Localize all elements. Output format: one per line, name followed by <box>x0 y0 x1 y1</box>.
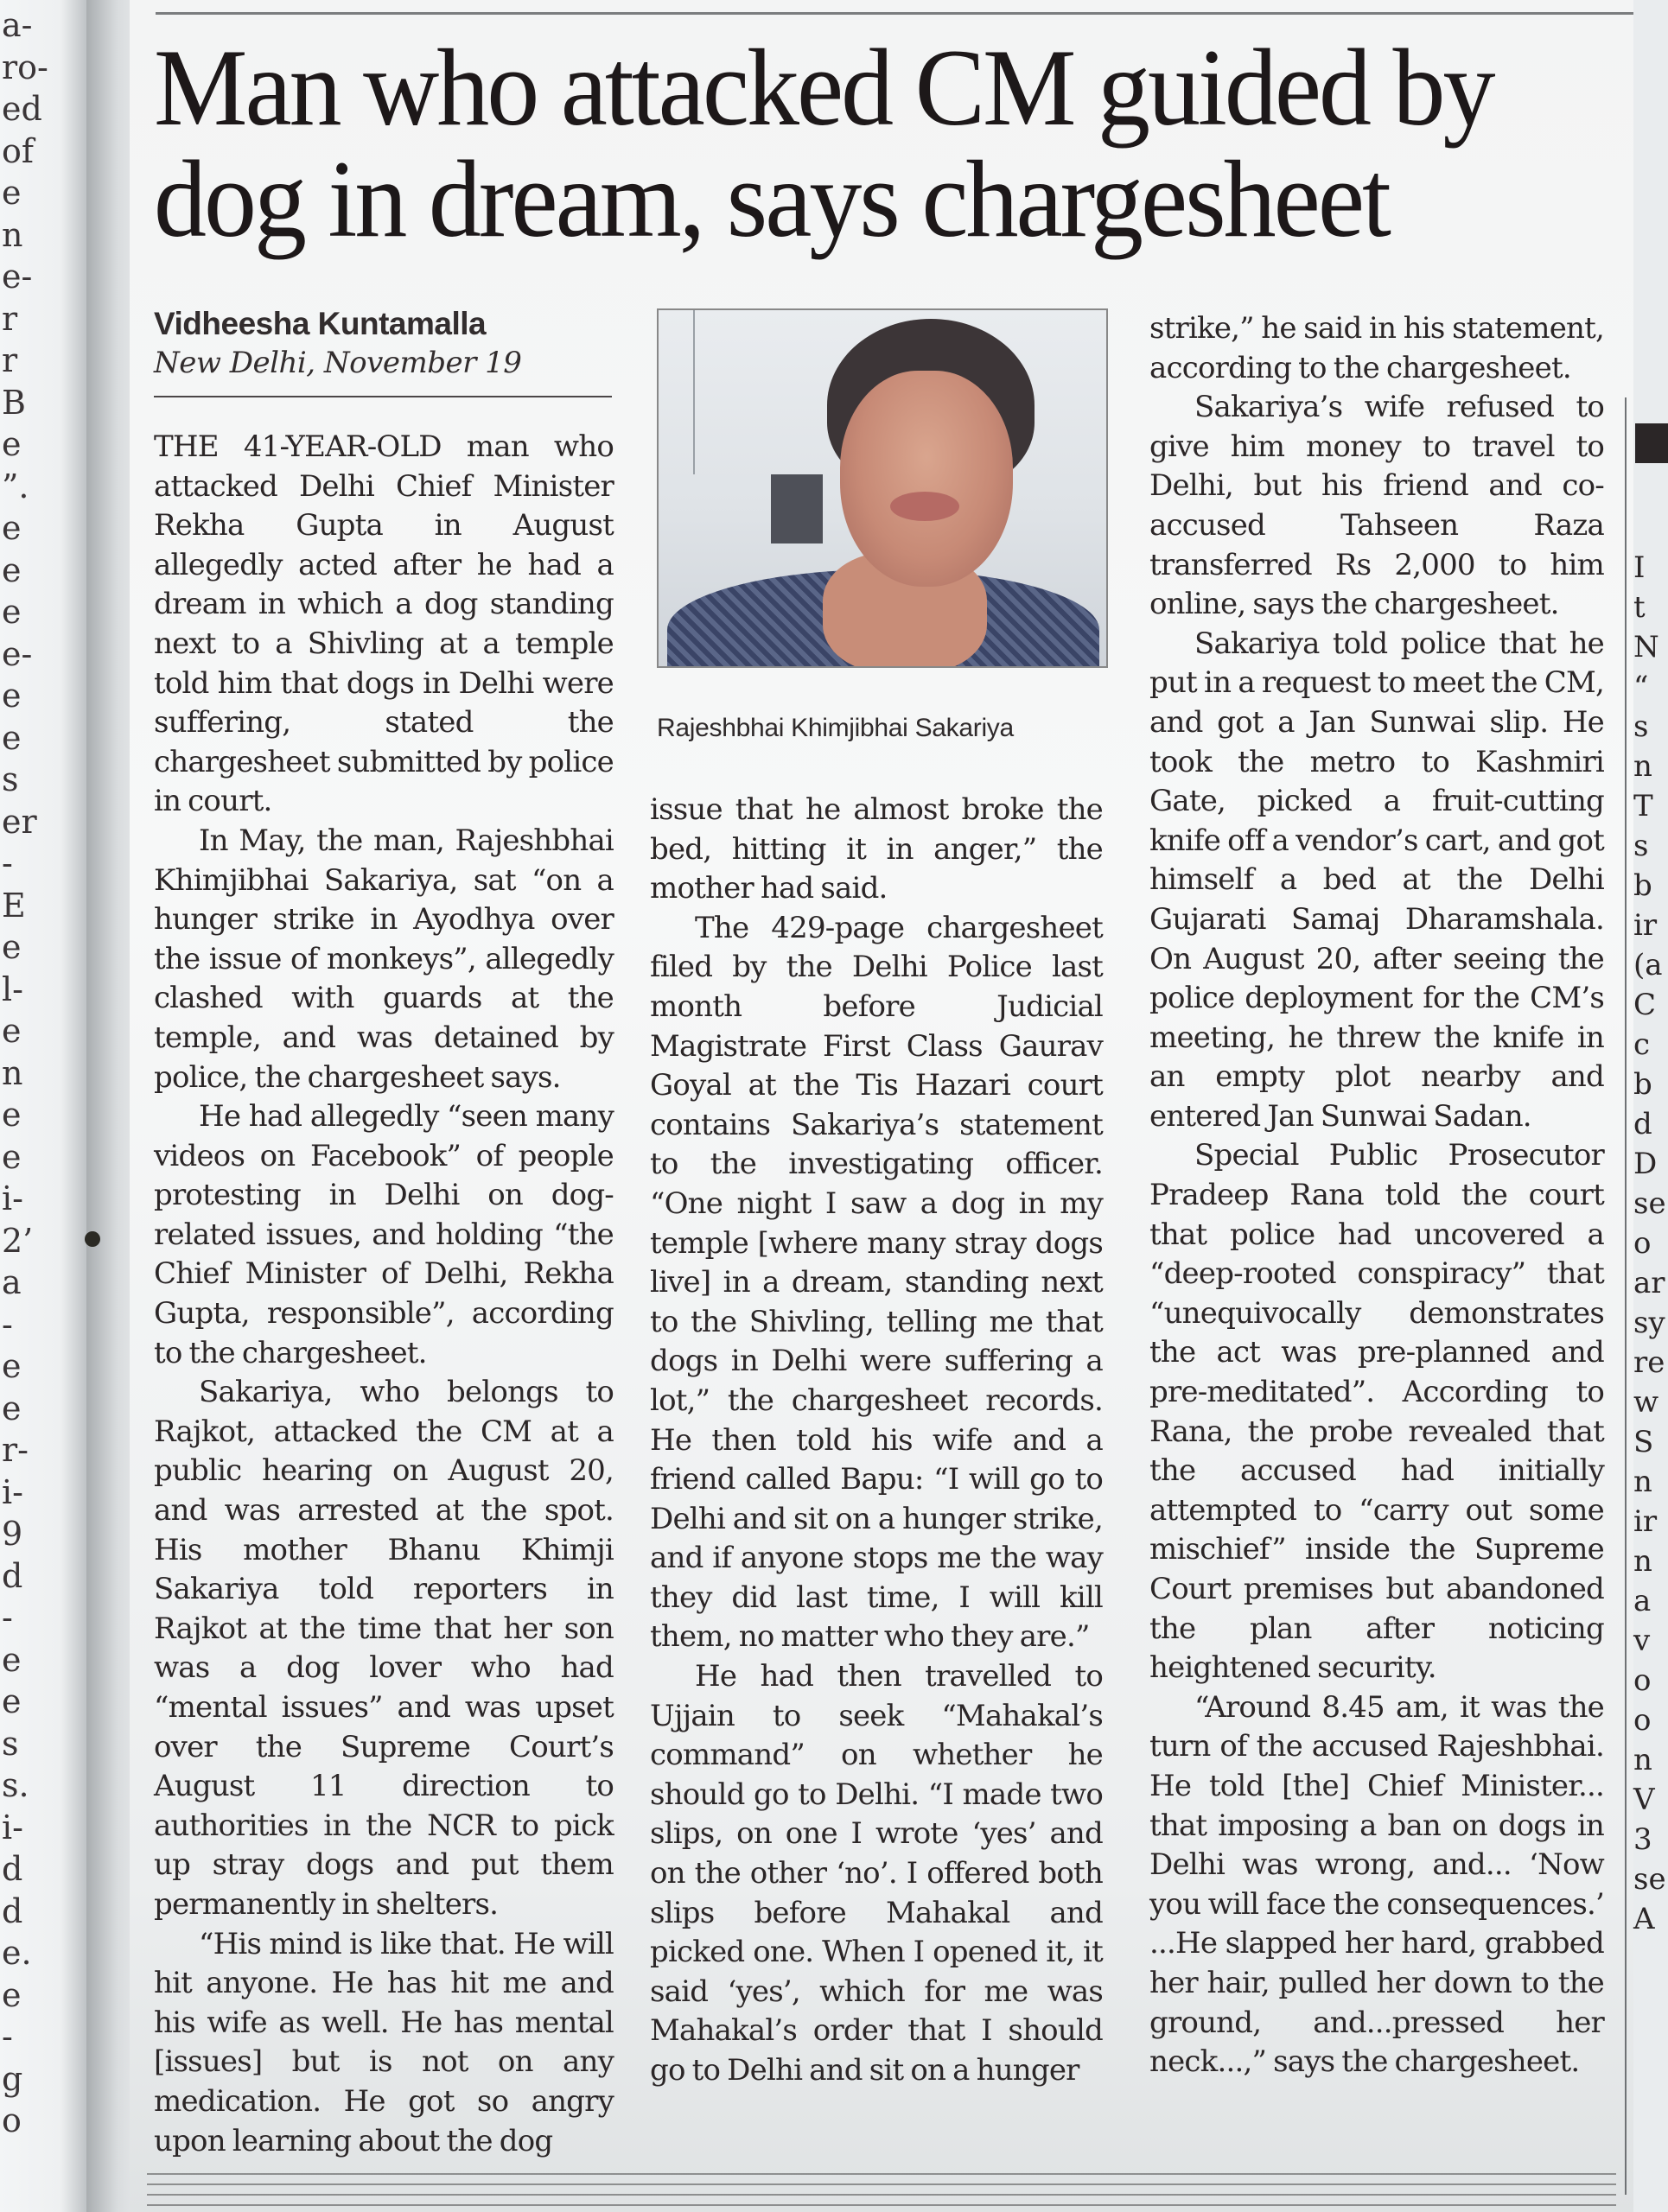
paragraph: He had allegedly “seen many videos on Facebook” of people protesting in Delhi on dog-related issues, and holding “the Chief Minister of Delhi, Rekha Gupta, responsible”, according to the chargesheet. <box>154 1099 614 1370</box>
text-fragment: e <box>2 1975 22 2014</box>
byline-dateline: New Delhi, November 19 <box>154 346 522 380</box>
text-fragment: ar <box>1633 1266 1665 1300</box>
text-fragment: “ <box>1633 670 1649 704</box>
paragraph: He had then travelled to Ujjain to seek “Mahakal’s command” on whether he should go to Delhi. “I made two slips, on one I wrote ‘yes’ and on the other ‘no’. I offered both slips before Mahakal and picked one. When I opened it, it said ‘yes’, which for me was Mahakal’s order that I should go to Delhi and sit on a hunger <box>650 1659 1103 2088</box>
text-fragment: (a <box>1633 948 1663 982</box>
text-fragment: s <box>2 760 19 798</box>
text-fragment: n <box>1633 1465 1652 1499</box>
text-fragment: ”. <box>2 467 29 505</box>
pin-mark <box>85 1231 100 1247</box>
text-fragment: v <box>1633 1624 1651 1658</box>
article-column-2 <box>650 791 1103 2091</box>
text-fragment: r- <box>2 1431 29 1469</box>
text-fragment: t <box>1633 590 1646 625</box>
text-fragment: I <box>1633 550 1646 585</box>
byline-divider <box>154 396 612 397</box>
text-fragment: o <box>1633 1663 1652 1698</box>
text-fragment: i- <box>2 1179 23 1217</box>
text-fragment: of <box>2 131 34 170</box>
text-fragment: ed <box>2 90 42 128</box>
text-fragment: re <box>1633 1345 1665 1380</box>
text-fragment: w <box>1633 1385 1659 1420</box>
paragraph: issue that he almost broke the bed, hitting it in anger,” the mother had said. <box>650 792 1103 906</box>
text-fragment: l- <box>2 969 23 1008</box>
photo-caption: Rajeshbhai Khimjibhai Sakariya <box>657 714 1014 742</box>
text-fragment: n <box>1633 749 1652 784</box>
article-column-3 <box>1149 309 1604 2082</box>
text-fragment: n <box>1633 1743 1652 1777</box>
text-fragment: e <box>2 928 22 966</box>
suspect-photo <box>657 308 1108 668</box>
paragraph: Sakariya’s wife refused to give him money to travel to Delhi, but his friend and co-accused Tahseen Raza transferred Rs 2,000 to him online, says the chargesheet. <box>1149 390 1604 622</box>
text-fragment: T <box>1633 789 1653 823</box>
text-fragment: se <box>1633 1186 1666 1221</box>
text-fragment: a <box>2 1263 22 1301</box>
paragraph: “His mind is like that. He will hit anyone. He has hit me and his wife as well. He has mental [issues] but is not on any medication. He got so angry upon learning about the dog <box>154 1926 614 2158</box>
column-divider <box>1625 397 1627 2195</box>
text-fragment: g <box>2 2059 23 2098</box>
paragraph: In May, the man, Rajeshbhai Khimjibhai Sakariya, sat “on a hunger strike in Ayodhya over the issue of monkeys”, allegedly clashed with guards at the temple, and was detained by police, the chargesheet says. <box>154 823 614 1095</box>
text-fragment: e <box>2 1640 22 1679</box>
paragraph: Special Public Prosecutor Pradeep Rana told the court that police had uncovered a “deep-rooted conspiracy” that “unequivocally demonstrates the act was pre-planned and pre-meditated”. According to Rana, the probe revealed that the accused had initially attempted to “carry out some mischief” inside the Supreme Court premises but abandoned the plan after noticing heightened security. <box>1149 1138 1604 1686</box>
text-fragment: d <box>1633 1107 1652 1141</box>
text-fragment: sy <box>1633 1306 1665 1340</box>
byline-author: Vidheesha Kuntamalla <box>154 306 487 341</box>
text-fragment: N <box>1633 630 1659 664</box>
text-fragment: n <box>2 215 23 254</box>
adjacent-headline-fragment <box>1635 423 1668 463</box>
text-fragment: D <box>1633 1147 1658 1181</box>
text-fragment: e <box>2 1137 22 1176</box>
text-fragment: e <box>2 509 22 547</box>
text-fragment: n <box>2 1053 23 1092</box>
headline: Man who attacked CM guided by dog in dream, says chargesheet <box>154 27 1493 261</box>
text-fragment: - <box>2 2018 13 2056</box>
text-fragment: e <box>2 1682 22 1720</box>
text-fragment: e <box>2 718 22 757</box>
bottom-rules <box>147 2164 1616 2212</box>
text-fragment: a <box>1633 1584 1652 1618</box>
text-fragment: - <box>2 844 13 882</box>
text-fragment: C <box>1633 988 1657 1022</box>
text-fragment: e <box>2 550 22 589</box>
adjacent-article-left <box>0 0 86 2212</box>
text-fragment: - <box>2 1305 13 1344</box>
text-fragment: d <box>2 1850 23 1888</box>
text-fragment: b <box>1633 1067 1652 1102</box>
text-fragment: s <box>1633 829 1649 863</box>
text-fragment: - <box>2 1599 13 1637</box>
text-fragment: e <box>2 174 22 212</box>
text-fragment: e <box>2 593 22 631</box>
text-fragment: ir <box>1633 1504 1658 1539</box>
text-fragment: o <box>2 2101 22 2139</box>
text-fragment: b <box>1633 868 1652 903</box>
paragraph: The 429-page chargesheet filed by the Delhi Police last month before Judicial Magistrate First Class Gaurav Goyal at the Tis Hazari court contains Sakariya’s statement to the investigating officer. “One night I saw a dog in my temple [where many stray dogs live] in a dream, standing next to the Shivling, telling me that dogs in Delhi were suffering a lot,” the chargesheet records. He then told his wife and a friend called Bapu: “I will go to Delhi and sit on a hunger strike, and if anyone stops me the way they did last time, I will kill them, no matter who they are.” <box>650 910 1103 1655</box>
text-fragment: s. <box>2 1766 29 1804</box>
top-rule <box>156 12 1633 15</box>
text-fragment: 9 <box>2 1515 23 1553</box>
article-column-1 <box>154 428 614 2161</box>
paragraph: strike,” he said in his statement, according to the chargesheet. <box>1149 311 1604 385</box>
text-fragment: e. <box>2 1934 32 1972</box>
text-fragment: o <box>1633 1226 1652 1261</box>
text-fragment: e <box>2 1096 22 1134</box>
text-fragment: e <box>2 1012 22 1050</box>
paragraph: THE 41-YEAR-OLD man who attacked Delhi Chief Minister Rekha Gupta in August allegedly acted after he had a dream in which a dog standing next to a Shivling at a temple told him that dogs in Delhi were suffering, stated the chargesheet submitted by police in court. <box>154 429 614 819</box>
text-fragment: a- <box>2 6 33 44</box>
text-fragment: i- <box>2 1472 23 1511</box>
text-fragment: e <box>2 677 22 715</box>
text-fragment: A <box>1633 1902 1655 1936</box>
text-fragment: E <box>2 886 26 925</box>
text-fragment: d <box>2 1556 23 1595</box>
text-fragment: e- <box>2 257 33 296</box>
text-fragment: ro- <box>2 48 48 86</box>
text-fragment: e- <box>2 634 33 673</box>
text-fragment: c <box>1633 1027 1651 1062</box>
byline <box>154 306 612 380</box>
text-fragment: r <box>2 341 18 379</box>
text-fragment: S <box>1633 1425 1654 1459</box>
text-fragment: se <box>1633 1862 1666 1897</box>
paragraph: Sakariya told police that he put in a request to meet the CM, and got a Jan Sunwai slip. He took the metro to Kashmiri Gate, picked a fruit-cutting knife off a vendor’s cart, and got himself a bed at the Delhi Gujarati Samaj Dharamshala. On August 20, after seeing the police deployment for the CM’s meeting, he threw the knife in an empty plot nearby and entered Jan Sunwai Sadan. <box>1149 626 1604 1134</box>
text-fragment: d <box>2 1891 23 1930</box>
text-fragment: i- <box>2 1808 23 1847</box>
text-fragment: s <box>1633 709 1649 744</box>
paragraph: Sakariya, who belongs to Rajkot, attacked the CM at a public hearing on August 20, and was arrested at the spot. His mother Bhanu Khimji Sakariya told reporters in Rajkot at the time that her son was a dog lover who had “mental issues” and was upset over the Supreme Court’s August 11 direction to authorities in the NCR to pick up stray dogs and put them permanently in shelters. <box>154 1375 614 1922</box>
text-fragment: ir <box>1633 908 1658 943</box>
text-fragment: n <box>1633 1544 1652 1579</box>
text-fragment: e <box>2 1347 22 1385</box>
text-fragment: o <box>1633 1703 1652 1738</box>
text-fragment: e <box>2 1389 22 1427</box>
text-fragment: s <box>2 1724 19 1763</box>
text-fragment: 3 <box>1633 1822 1652 1857</box>
text-fragment: V <box>1633 1783 1655 1817</box>
text-fragment: e <box>2 425 22 463</box>
text-fragment: er <box>2 802 37 841</box>
text-fragment: B <box>2 383 26 422</box>
text-fragment: 2’ <box>2 1221 34 1260</box>
paragraph: “Around 8.45 am, it was the turn of the accused Rajeshbhai. He told [the] Chief Minister... that imposing a ban on dogs in Delhi was wrong, and... ‘Now you will face the consequences.’ ...He slapped her hard, grabbed her hair, pulled her down to the ground, and...pressed her neck...,” says the chargesheet. <box>1149 1689 1604 2080</box>
text-fragment: r <box>2 299 18 338</box>
